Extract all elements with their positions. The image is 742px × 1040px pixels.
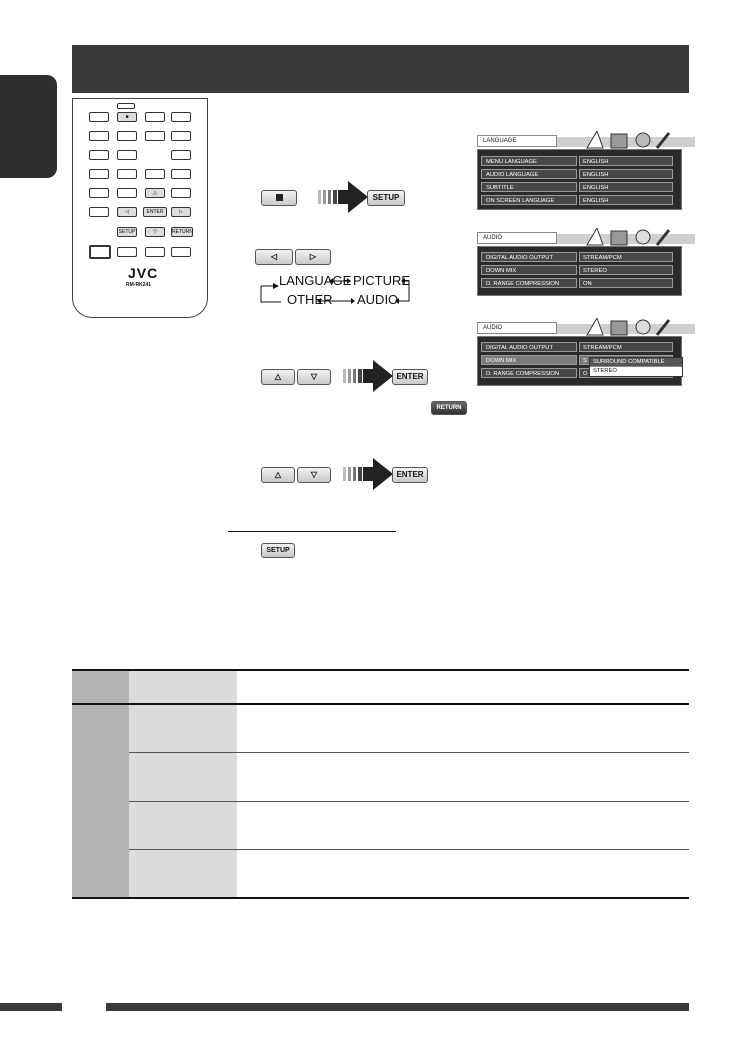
remote-model-label: RM-RK241: [126, 282, 152, 288]
remote-button: [89, 245, 111, 259]
remote-button: [89, 131, 109, 141]
down-key: ▽: [297, 369, 331, 385]
footer-bar-left: [0, 1003, 62, 1011]
next-step-arrow: [343, 360, 393, 392]
language-side-tab: [0, 75, 57, 178]
cycle-picture: PICTURE: [353, 273, 411, 288]
table-header-cell: [72, 671, 129, 703]
setup-key: SETUP: [367, 190, 405, 206]
osd-row-value: ENGLISH: [579, 182, 673, 192]
osd-body: [477, 149, 682, 210]
footer-bar-right: [106, 1003, 689, 1011]
enter-key: ENTER: [392, 467, 428, 483]
remote-button: [117, 150, 137, 160]
remote-down-button: ▽: [145, 227, 165, 237]
osd-row-value: S: [579, 355, 673, 365]
osd-row-label: AUDIO LANGUAGE: [481, 169, 577, 179]
table-header-cell: [129, 671, 237, 703]
remote-button: [171, 150, 191, 160]
osd-audio-popup-menu: [477, 322, 695, 386]
setup-key: SETUP: [261, 543, 295, 558]
remote-up-button: △: [145, 188, 165, 198]
remote-button: [117, 169, 137, 179]
remote-return-button: RETURN: [172, 229, 193, 235]
remote-button: [117, 247, 137, 257]
remote-brand-logo: JVC: [128, 265, 159, 281]
remote-button: [89, 207, 109, 217]
remote-button: [117, 103, 135, 109]
osd-tab-label: AUDIO: [477, 232, 557, 244]
osd-row-value: ENGLISH: [579, 195, 673, 205]
remote-button: [171, 188, 191, 198]
osd-row-label: DIGITAL AUDIO OUTPUT: [481, 252, 577, 262]
osd-row-value: STEREO: [579, 265, 673, 275]
enter-key: ENTER: [392, 369, 428, 385]
osd-row-value: ENGLISH: [579, 169, 673, 179]
remote-button: [145, 169, 165, 179]
remote-button: [89, 150, 109, 160]
table-row-divider: [129, 801, 689, 802]
remote-enter-button: ENTER: [143, 207, 167, 217]
osd-tab-label: LANGUAGE: [477, 135, 557, 147]
remote-button: [171, 247, 191, 257]
remote-button: [171, 131, 191, 141]
next-step-arrow: [318, 181, 368, 213]
stop-key: [261, 190, 297, 206]
remote-setup-button: SETUP: [118, 229, 136, 235]
remote-button: [171, 169, 191, 179]
osd-row-value: ENGLISH: [579, 156, 673, 166]
return-key: RETURN: [431, 401, 467, 415]
osd-language-menu: [477, 135, 695, 210]
down-key: ▽: [297, 467, 331, 483]
remote-button: [145, 131, 165, 141]
remote-right-button: ▷: [171, 207, 191, 217]
table-row-divider: [129, 752, 689, 753]
osd-option: STEREO: [593, 368, 617, 374]
section-title-bar: [72, 45, 689, 93]
osd-option-popup: [589, 357, 683, 377]
osd-row-label: D. RANGE COMPRESSION: [481, 368, 577, 378]
remote-button: [89, 188, 109, 198]
remote-button: [145, 247, 165, 257]
osd-option: SURROUND COMPATIBLE: [590, 358, 682, 367]
osd-category-icons: [585, 131, 689, 149]
remote-button: [171, 112, 191, 122]
osd-category-icons: [585, 228, 689, 246]
osd-row-value: O: [579, 368, 673, 378]
osd-row-label: D. RANGE COMPRESSION: [481, 278, 577, 288]
cycle-audio: AUDIO: [357, 292, 399, 307]
up-key: △: [261, 369, 295, 385]
osd-row-label: DIGITAL AUDIO OUTPUT: [481, 342, 577, 352]
osd-row-value: ON: [579, 278, 673, 288]
divider-line: [228, 531, 396, 532]
osd-body: [477, 246, 682, 296]
osd-row-value: STREAM/PCM: [579, 342, 673, 352]
osd-row-label: SUBTITLE: [481, 182, 577, 192]
remote-left-button: ◁: [117, 207, 137, 217]
osd-row-value: STREAM/PCM: [579, 252, 673, 262]
remote-button: [89, 112, 109, 122]
remote-button: [89, 169, 109, 179]
left-key: ◁: [255, 249, 293, 265]
remote-button: [117, 188, 137, 198]
table-category-cell: [72, 705, 129, 897]
next-step-arrow: [343, 458, 393, 490]
osd-row-label: DOWN MIX: [481, 355, 577, 365]
osd-category-icons: [585, 318, 689, 336]
up-key: △: [261, 467, 295, 483]
cycle-language: LANGUAGE: [279, 273, 352, 288]
table-row-divider: [129, 849, 689, 850]
remote-button: [117, 131, 137, 141]
osd-row-label: ON SCREEN LANGUAGE: [481, 195, 577, 205]
table-bottom-rule: [72, 897, 689, 899]
right-key: ▷: [295, 249, 331, 265]
osd-row-label: MENU LANGUAGE: [481, 156, 577, 166]
remote-stop-button: ■: [117, 112, 137, 122]
cycle-other: OTHER: [287, 292, 333, 307]
remote-button: [145, 112, 165, 122]
osd-audio-menu: [477, 232, 695, 296]
osd-tab-label: AUDIO: [477, 322, 557, 334]
osd-row-label: DOWN MIX: [481, 265, 577, 275]
